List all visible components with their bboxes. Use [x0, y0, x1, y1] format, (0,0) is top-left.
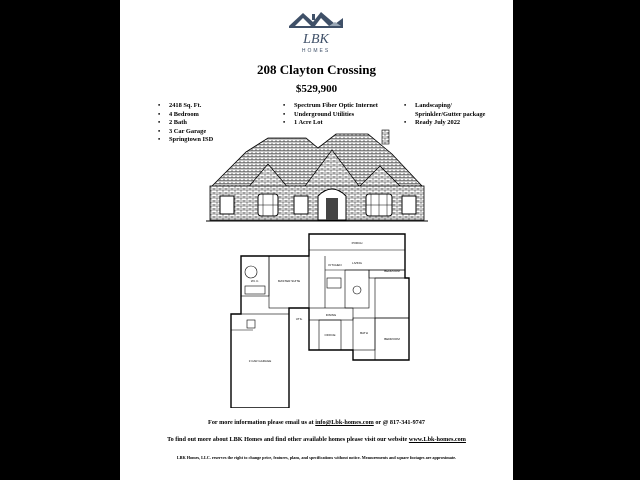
plan-label-bedroom: BEDROOM [384, 269, 400, 273]
feature-item: • 2 Bath [158, 119, 268, 128]
plan-label-bath: BATH [360, 331, 368, 335]
feature-item: • Ready July 2022 [404, 119, 489, 128]
contact-prefix: For more information please email us at [208, 419, 316, 426]
house-elevation-drawing [206, 128, 428, 226]
features-list-2 [283, 102, 388, 128]
plan-label-master: MASTER SUITE [277, 279, 301, 283]
contact-line [120, 419, 513, 426]
plan-label-dining: DINING [325, 313, 337, 317]
logo-text: LBK [303, 32, 329, 47]
plan-label-living: LIVING [352, 261, 362, 265]
website-line [120, 436, 513, 443]
logo-subtext: HOMES [301, 48, 331, 54]
listing-price: $529,900 [295, 83, 338, 95]
feature-item: • 3 Car Garage [158, 128, 268, 137]
address-title: 208 Clayton Crossing [257, 62, 376, 77]
plan-label-garage: 3 CAR GARAGE [248, 359, 272, 363]
plan-label-porch: PORCH [351, 241, 363, 245]
feature-item: • Landscaping/ Sprinkler/Gutter package [404, 102, 489, 119]
features-list-3 [404, 102, 489, 128]
feature-item: • 2418 Sq. Ft. [158, 102, 268, 111]
feature-item: • Spectrum Fiber Optic Internet [283, 102, 388, 111]
plan-label-closet: W.I.C. [250, 279, 260, 283]
plan-label-utility: UTIL [295, 317, 303, 321]
floor-plan-drawing [227, 230, 411, 408]
feature-item: • Springtown ISD [158, 136, 268, 145]
website-prefix: To find out more about LBK Homes and find other available homes please visit our website [167, 436, 409, 443]
website-link[interactable]: www.Lbk-homes.com [408, 436, 466, 443]
flyer-page [120, 0, 513, 480]
contact-suffix: or @ 817-341-9747 [373, 419, 425, 426]
plan-label-bedroom2: BEDROOM [384, 337, 400, 341]
plan-label-office: OFFICE [324, 333, 336, 337]
feature-item: • 4 Bedroom [158, 111, 268, 120]
plan-label-kitchen: KITCHEN [328, 263, 342, 267]
feature-item: • Underground Utilities [283, 111, 388, 120]
lbk-homes-logo [285, 6, 347, 54]
disclaimer: LBK Homes, LLC. reserves the right to change price, features, plans, and specifications without notice. Measurements and square footages are approximate. [176, 455, 457, 460]
email-link[interactable]: info@Lbk-homes.com [315, 419, 374, 426]
feature-item: • 1 Acre Lot [283, 119, 388, 128]
